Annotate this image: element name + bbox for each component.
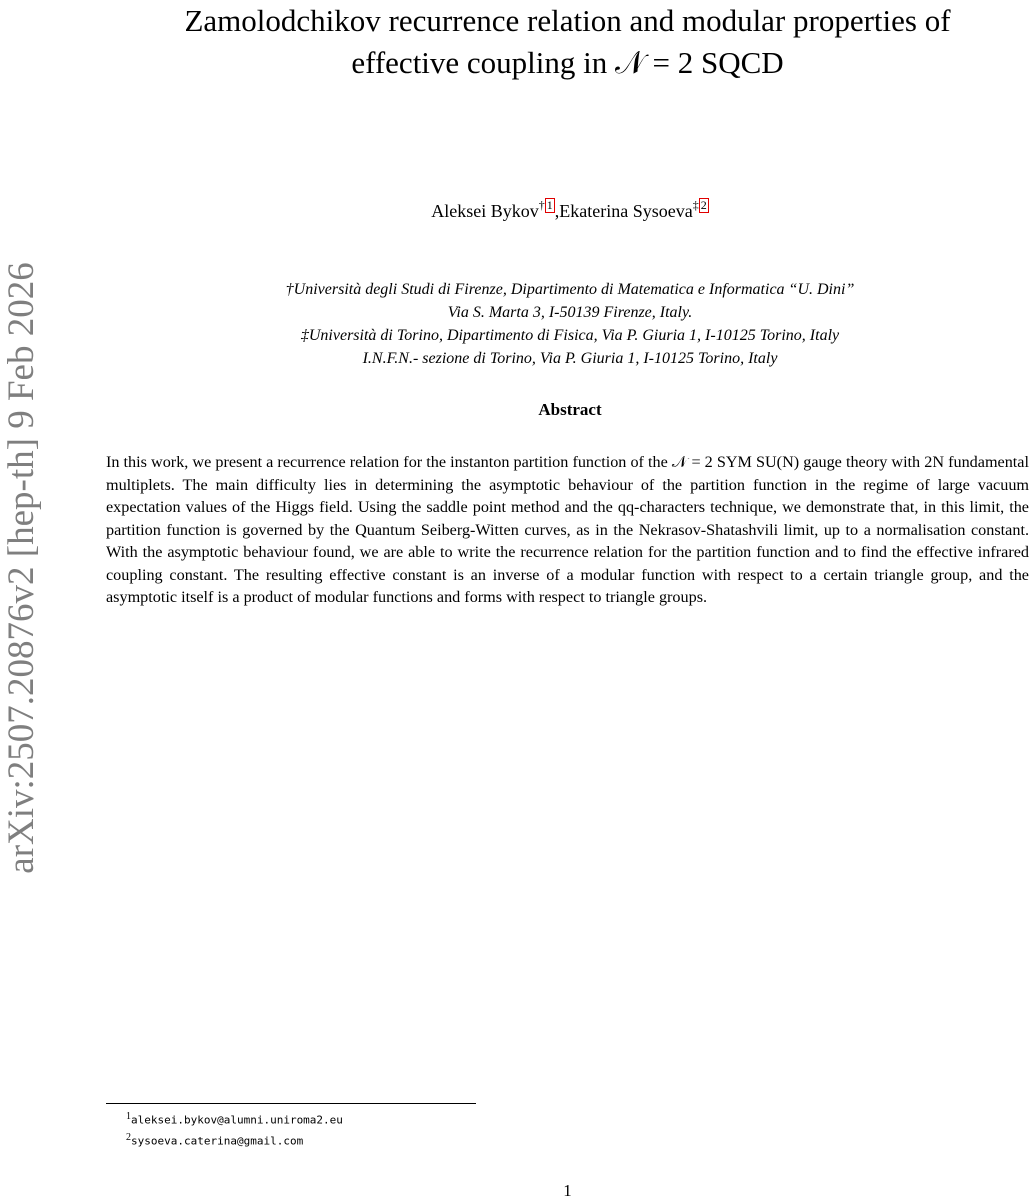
- affiliation-line: †Università degli Studi di Firenze, Dipartimento di Matematica e Informatica “U. Dini”: [285, 281, 855, 298]
- footnote-divider: [106, 1103, 476, 1104]
- affiliation-line: I.N.F.N.- sezione di Torino, Via P. Giuria 1, I-10125 Torino, Italy: [362, 350, 778, 367]
- footnote-email-2[interactable]: sysoeva.caterina@gmail.com: [131, 1134, 304, 1148]
- abstract-body: In this work, we present a recurrence relation for the instanton partition function of the 𝒩 = 2 SYM SU(N) gauge theory with 2N fundamental multiplets. The main difficulty lies in determining the asymptotic behaviour of the partition function in the regime of large vacuum expectation values of the Higgs field. Using the saddle point method and the qq-characters technique, we demonstrate that, in this limit, the partition function is governed by the Quantum Seiberg-Witten curves, as in the Nekrasov-Shatashvili limit, up to a normalisation constant. With the asymptotic behaviour found, we are able to write the recurrence relation for the partition function and to find the effective infrared coupling constant. The resulting effective constant is an inverse of a modular function with respect to a certain triangle group, and the asymptotic itself is a product of modular functions and forms with respect to triangle groups.: [106, 453, 1029, 606]
- footnotes: [126, 1108, 343, 1149]
- title-line-1: Zamolodchikov recurrence relation and modular properties of: [184, 3, 951, 38]
- affiliation-line: ‡Università di Torino, Dipartimento di Fisica, Via P. Giuria 1, I-10125 Torino, Italy: [300, 327, 840, 344]
- affiliations: [150, 278, 990, 370]
- arxiv-identifier-stamp: arXiv:2507.20876v2 [hep-th] 9 Feb 2026: [1, 262, 42, 874]
- title-line-2: effective coupling in 𝒩 = 2 SQCD: [351, 45, 784, 80]
- author-name-2: Ekaterina Sysoeva: [559, 201, 693, 221]
- page-number: 1: [563, 1181, 572, 1200]
- affiliation-line: Via S. Marta 3, I-50139 Firenze, Italy.: [447, 304, 693, 321]
- footnote-mark-1: 1: [126, 1111, 131, 1122]
- footnote-email-1[interactable]: aleksei.bykov@alumni.uniroma2.eu: [131, 1113, 343, 1127]
- footnote-link-1[interactable]: 1: [546, 198, 553, 212]
- author-list: [300, 198, 840, 222]
- author-1-affiliation-mark: †: [538, 198, 545, 212]
- author-separator: ,: [554, 201, 560, 221]
- abstract-heading: Abstract: [538, 400, 602, 419]
- footnote-1: [126, 1108, 343, 1129]
- author-2-affiliation-mark: ‡: [692, 198, 699, 212]
- paper-title: [110, 0, 1025, 84]
- footnote-mark-2: 2: [126, 1131, 131, 1143]
- author-name-1: Aleksei Bykov: [431, 201, 539, 221]
- footnote-2: [126, 1129, 343, 1150]
- footnote-link-2[interactable]: 2: [700, 198, 707, 212]
